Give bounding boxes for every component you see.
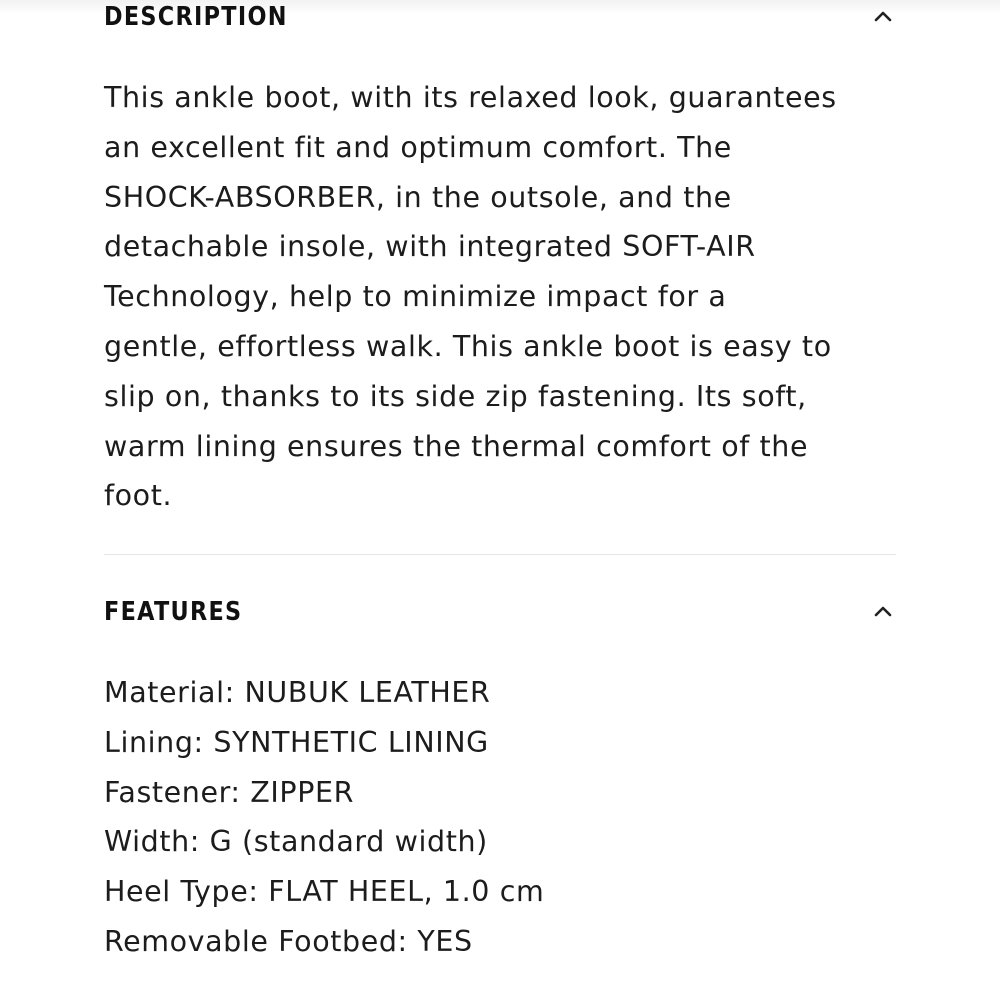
features-title: FEATURES: [104, 597, 243, 627]
feature-item: Heel Type: FLAT HEEL, 1.0 cm: [104, 875, 545, 909]
description-line: This ankle boot, with its relaxed look, guarantees: [104, 81, 837, 114]
description-line: SHOCK-ABSORBER, in the outsole, and the: [104, 180, 732, 214]
description-line: an excellent fit and optimum comfort. The: [104, 130, 732, 164]
description-title: DESCRIPTION: [104, 2, 288, 32]
description-header-row[interactable]: [104, 0, 896, 37]
description-line: gentle, effortless walk. This ankle boot is easy to: [104, 329, 832, 363]
feature-item: Lining: SYNTHETIC LINING: [104, 725, 489, 759]
features-list: [104, 668, 896, 967]
description-line: warm lining ensures the thermal comfort of the: [104, 429, 809, 463]
feature-item: Width: G (standard width): [104, 825, 488, 859]
description-line: slip on, thanks to its side zip fastening. Its soft,: [104, 379, 807, 413]
features-accordion-header[interactable]: [104, 592, 896, 632]
feature-item: Removable Footbed: YES: [104, 924, 473, 958]
description-line: foot.: [104, 479, 173, 513]
description-line: detachable insole, with integrated SOFT-AIR: [104, 230, 756, 264]
feature-item: Material: NUBUK LEATHER: [104, 676, 491, 709]
chevron-up-icon[interactable]: [872, 600, 894, 622]
description-body: [104, 73, 904, 521]
section-divider: [104, 554, 896, 555]
description-line: Technology, help to minimize impact for a: [104, 280, 727, 314]
features-header-row[interactable]: [104, 592, 896, 632]
description-accordion-header[interactable]: [104, 0, 896, 37]
feature-item: Fastener: ZIPPER: [104, 775, 354, 809]
chevron-up-icon[interactable]: [872, 5, 894, 27]
